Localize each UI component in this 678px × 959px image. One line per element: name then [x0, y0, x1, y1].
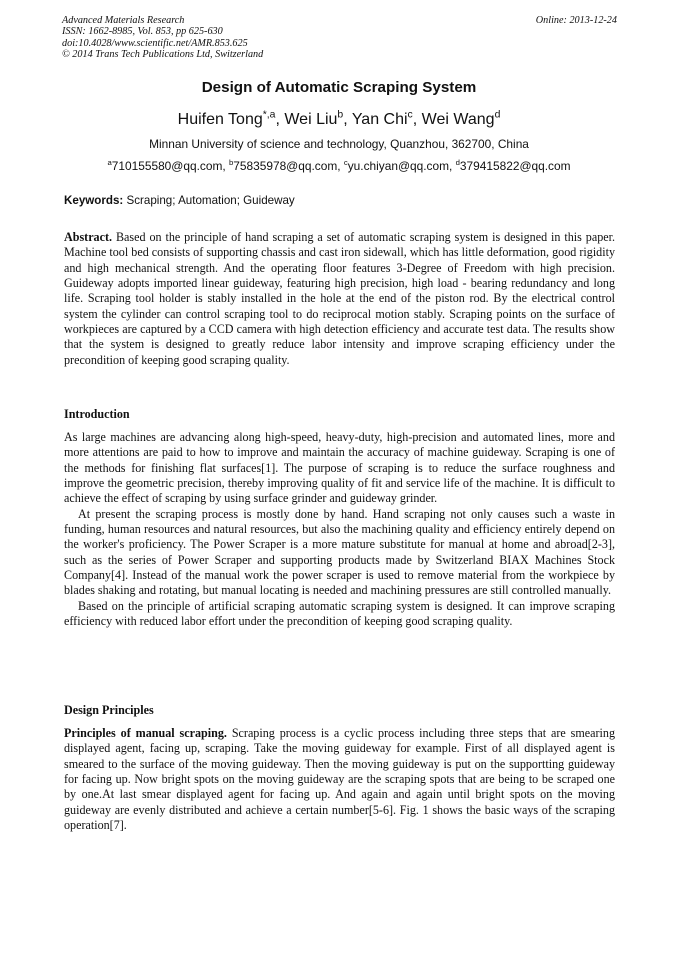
subsection-lead: Principles of manual scraping. [64, 726, 227, 740]
copyright-line: © 2014 Trans Tech Publications Ltd, Switzerland [62, 48, 264, 60]
email-mark: b [228, 158, 234, 168]
keywords [64, 194, 295, 207]
abstract-label: Abstract. [64, 230, 113, 244]
email-list: $^a$710155580@qq.com, $^b$75835978@qq.com, $^c$yu.chiyan@qq.com, $^d$379415822@qq.com [107, 158, 571, 173]
design-principles-body [64, 726, 615, 833]
author-mark: *,a [262, 109, 276, 121]
subsection-text: Scraping process is a cyclic process including three steps that are smearing displayed agent, facing up, scraping. Take the moving guideway for example. First of all displayed agent is smeared to the surface of the moving guideway. Then the moving guideway is put on the supportting guideway for facing up. Now bright spots on the moving guideway are the scraping spots that are being to be scraped one by one.At last smear displayed agent for facing up. And again and again until bright spots on the moving guideway are evenly distributed and achieve a certain number[5-6]. Fig. 1 shows the basic ways of the scraping operation[7]. [64, 726, 615, 833]
email-mark: c [343, 158, 348, 168]
abstract [64, 230, 615, 368]
author-name: Huifen Tong [177, 111, 263, 128]
paragraph: Based on the principle of artificial scraping automatic scraping system is designed. It can improve scraping efficiency with reduced labor effort under the precondition of keeping good scraping quality. [64, 598, 615, 629]
author-name: Wei Liu [284, 111, 338, 128]
author-mark: d [494, 109, 501, 121]
email-mark: a [107, 158, 112, 168]
keywords-label: Keywords: [64, 194, 124, 207]
introduction-body [64, 430, 615, 629]
doi-line: doi:10.4028/www.scientific.net/AMR.853.625 [62, 37, 248, 49]
author-mark: c [407, 109, 413, 121]
paragraph: At present the scraping process is mostly done by hand. Hand scraping not only causes such a waste in funding, human resources and natural resources, but also the machining quality and efficiency entirely depend on the worker's proficiency. The Power Scraper is a more mature substitute for manual at home and abroad[2-3], such as the series of Power Scraper and supporting products made by Switzerland BIAX Machines Stock Company[4]. Instead of the manual work the power scraper is used to remove material from the workpiece by blades shaking and rotating, but manual locating is needed and machining pressures are still controlled manually. [64, 506, 615, 598]
author-mark: b [337, 109, 344, 121]
design-principles-heading: Design Principles [64, 703, 154, 717]
issn-line: ISSN: 1662-8985, Vol. 853, pp 625-630 [62, 26, 223, 38]
email-address[interactable]: 379415822@qq.com [459, 159, 571, 173]
email-address[interactable]: yu.chiyan@qq.com [347, 159, 450, 173]
journal-header [62, 15, 617, 60]
keywords-text: Scraping; Automation; Guideway [123, 194, 295, 207]
online-date: Online: 2013-12-24 [535, 15, 617, 26]
author-name: Wei Wang [421, 111, 495, 128]
paragraph: As large machines are advancing along high-speed, heavy-duty, high-precision and automated lines, more and more attentions are paid to how to improve and maintain the accuracy of machine guideway. Scraping is one of the methods for finishing flat surfaces[1]. The purpose of scraping is to reduce the surface roughness and improve the geometric precision, thereby improving quality of fit and service life of the machine. It is difficult to achieve the effect of scraping by using surface grinder and guideway grinder. [64, 430, 615, 506]
abstract-text: Based on the principle of hand scraping a set of automatic scraping system is designed in this paper. Machine tool bed consists of supporting chassis and cast iron sidewall, which has little deformation, good rigidity and high mechanical strength. And the operating floor features 3-Degree of Freedom with high precision. Guideway adopts imported linear guideway, featuring high precision, high load - bearing redundancy and long life. Scraping tool holder is stably installed in the hole at the end of the piston rod. By the electrical control system the cylinder can control scraping tool to do reciprocal motion stably. Scraping points on the surface of workpieces are captured by a CCD camera with high detection efficiency and accurate test data. The results show that the system is designed to greatly reduce labor intensity and improve scraping efficiency under the precondition of keeping good scraping quality. [64, 230, 615, 367]
journal-name: Advanced Materials Research [62, 15, 185, 26]
author-name: Yan Chi [351, 111, 408, 128]
email-address[interactable]: 710155580@qq.com [111, 159, 223, 173]
introduction-heading: Introduction [64, 407, 130, 421]
affiliation: Minnan University of science and technology, Quanzhou, 362700, China [149, 137, 529, 151]
author-list: Huifen Tong$^{*,a}$, Wei Liu$^b$, Yan Chi$^c$, Wei Wang$^d$ [177, 109, 501, 128]
email-address[interactable]: 75835978@qq.com [233, 159, 338, 173]
paper-title: Design of Automatic Scraping System [201, 79, 477, 96]
email-mark: d [455, 158, 460, 168]
